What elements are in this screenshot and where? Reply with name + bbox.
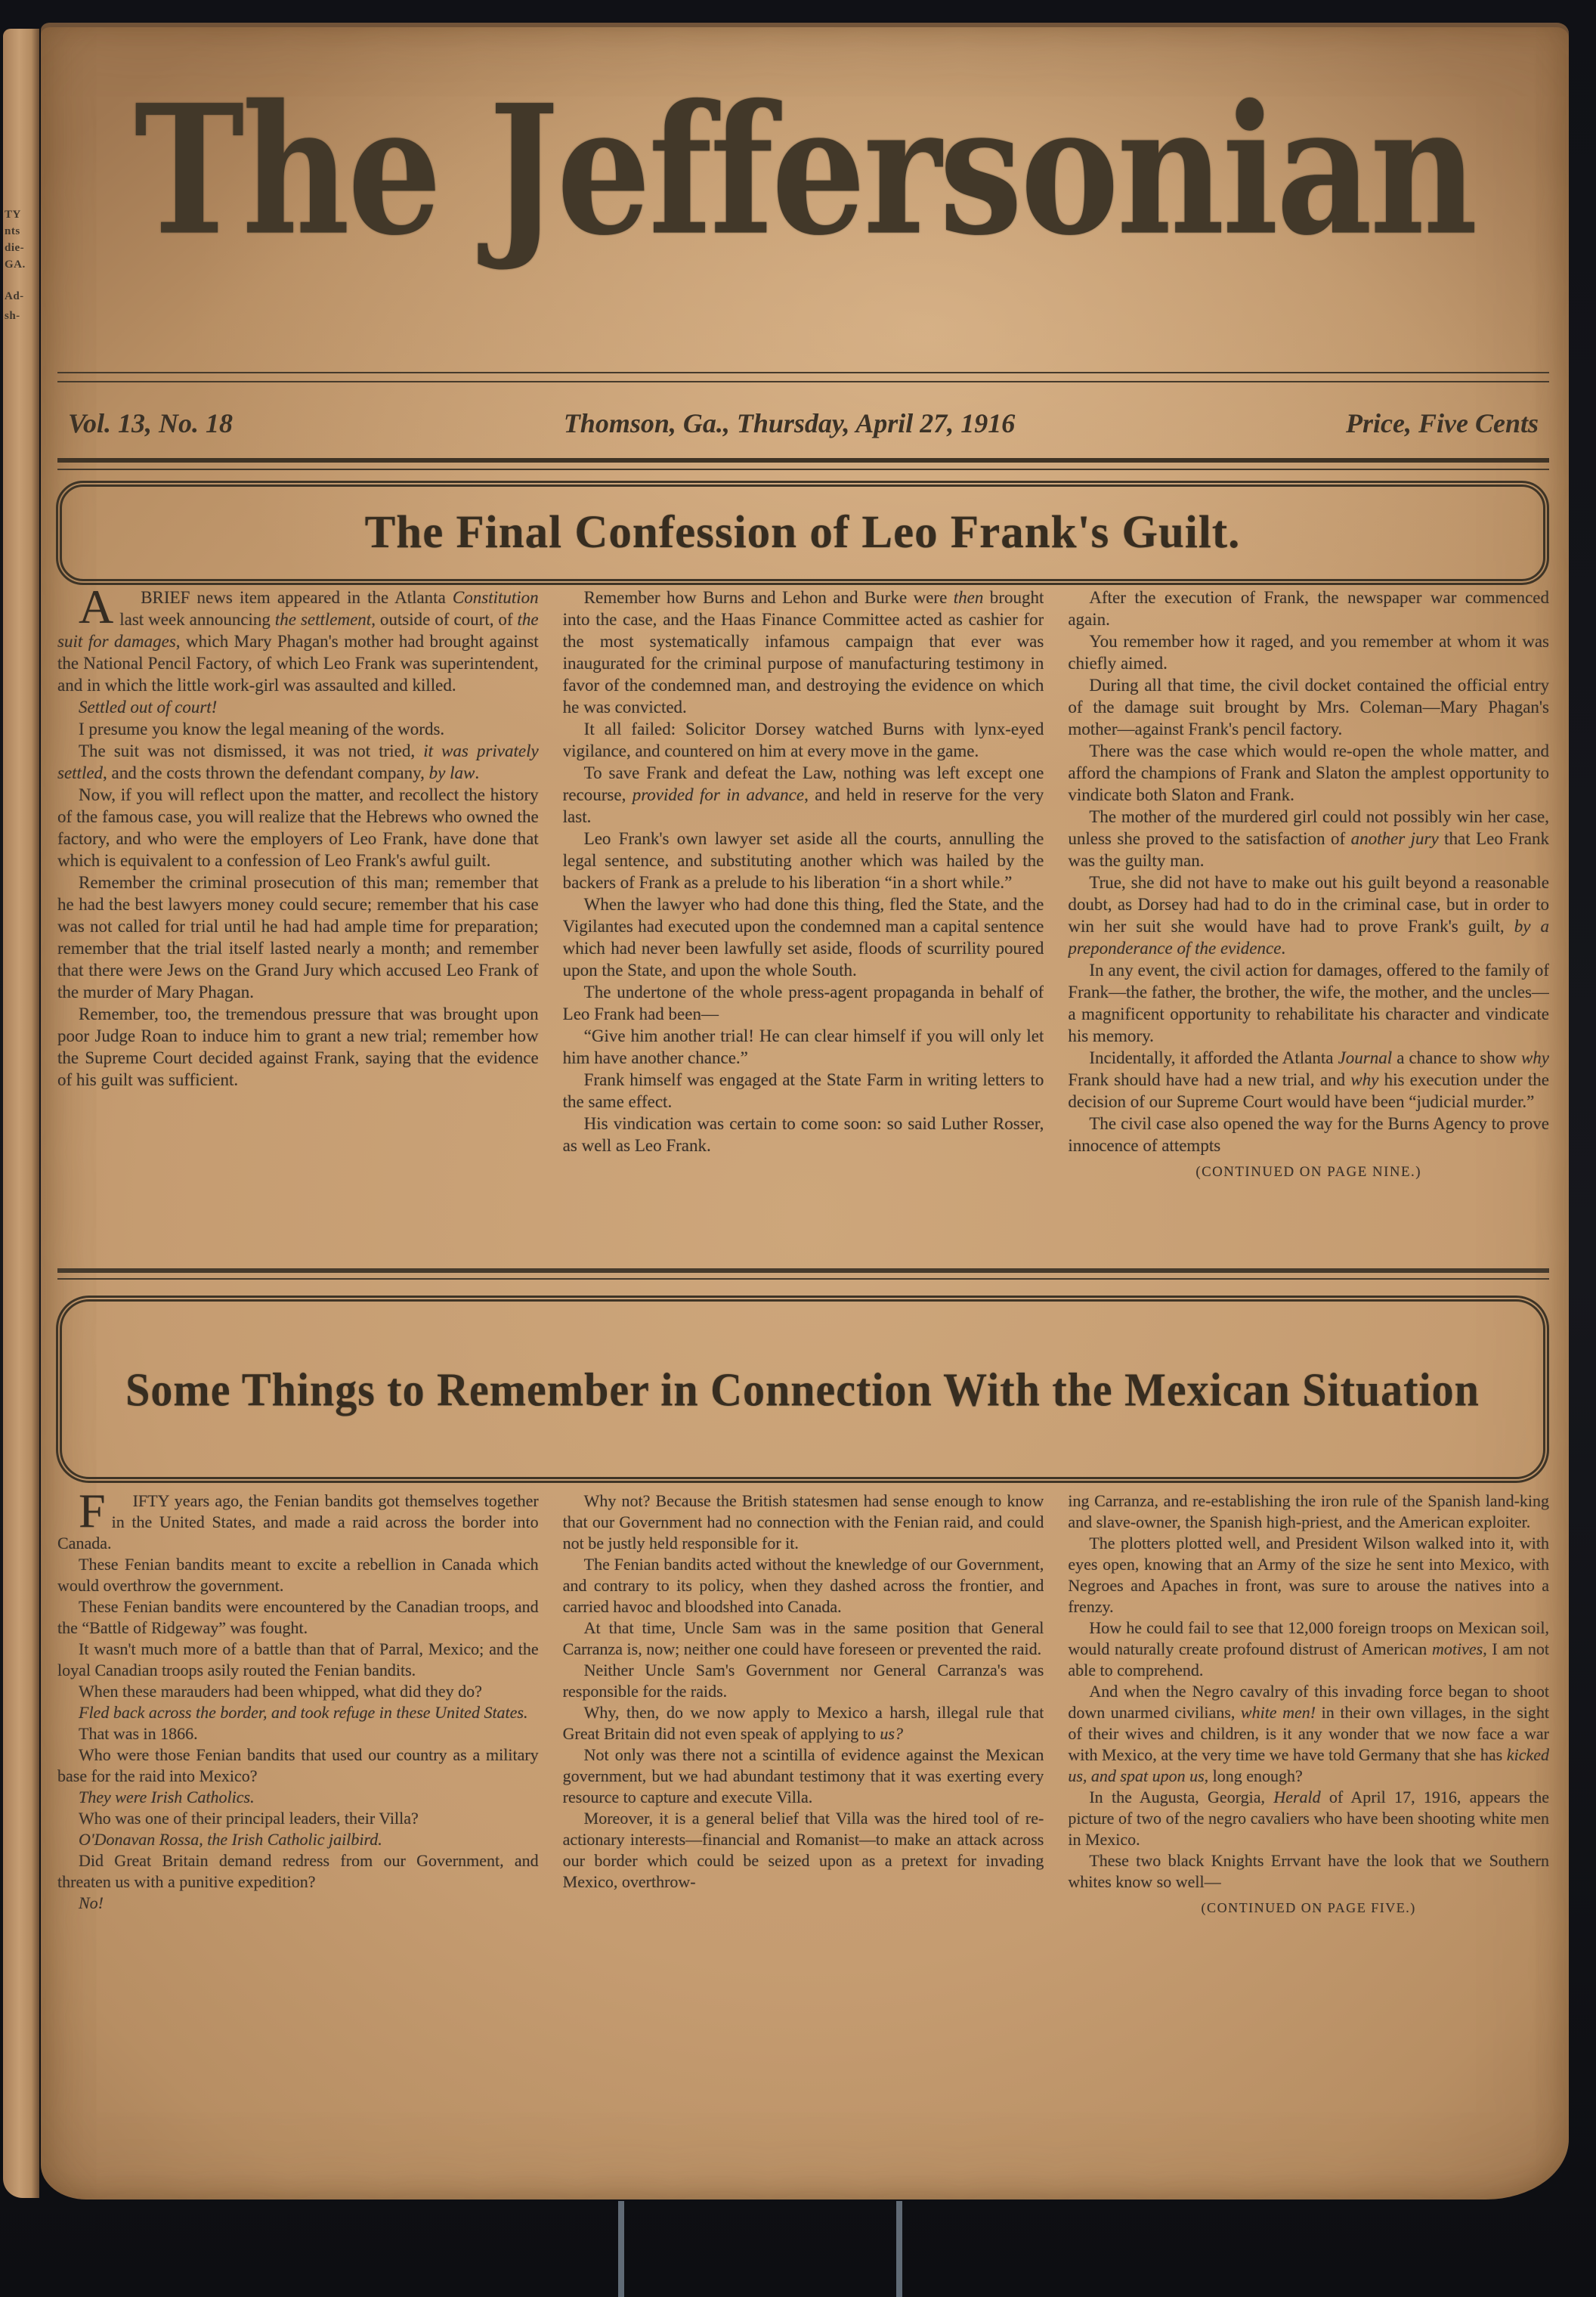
paragraph — [1068, 1491, 1549, 1533]
body-text: Incidentally, it afforded the Atlanta — [1089, 1048, 1338, 1067]
body-text: that Leo Frank was the guilty man. — [1068, 829, 1549, 870]
body-text: Remember the criminal prosecution of this man; remember that he had the best lawyers money could secure; remember that his case was not called for trial until he had had ample time for preparation; remember that the trial itself lasted nearly a month; and remember that there were Jews on the Grand Jury which accused Leo Frank of the murder of Mary Phagan. — [57, 873, 539, 1001]
paragraph — [1068, 806, 1549, 871]
article-column — [57, 1491, 539, 2175]
emphasized-text: the suit for damages — [57, 610, 539, 651]
body-text: Did Great Britain demand redress from our Government, and threaten us with a punitive expedition? — [57, 1851, 539, 1891]
body-text: BRIEF news item appeared in the Atlanta — [141, 588, 453, 607]
body-text: in their own villages, in the sight of their wives and children, is it any wonder that we now face a war with Mexico, at the very time we have told Germany that she has — [1068, 1703, 1549, 1764]
article-column — [563, 587, 1044, 1261]
article-2-headline-box — [56, 1296, 1549, 1483]
paragraph — [1068, 871, 1549, 959]
divider-rule — [57, 1278, 1549, 1280]
body-text: The plotters plotted well, and President Wilson walked into it, with eyes open, knowing that an Army of the size he sent into Mexico, with Negroes and Apaches in front, was sure to arouse the natives into a frenzy. — [1068, 1534, 1549, 1616]
article-column — [1068, 587, 1549, 1261]
article-1-body — [57, 587, 1549, 1261]
body-text: Frank should have had a new trial, and — [1068, 1070, 1351, 1089]
body-text: At that time, Uncle Sam was in the same position that General Carranza is, now; neither one could have foreseen or prevented the raid. — [562, 1618, 1044, 1658]
paragraph — [57, 1723, 539, 1744]
paragraph — [563, 718, 1044, 762]
emphasized-text: by a preponderance of the evidence — [1068, 917, 1549, 958]
body-text: The undertone of the whole press-agent propaganda in behalf of Leo Frank had been— — [562, 983, 1044, 1023]
emphasized-text: why — [1350, 1070, 1379, 1089]
paragraph — [57, 1681, 539, 1702]
paragraph — [57, 718, 539, 740]
body-text: Neither Uncle Sam's Government nor General Carranza's was responsible for the raids. — [562, 1661, 1044, 1701]
body-text: You remember how it raged, and you remember at whom it was chiefly aimed. — [1068, 632, 1549, 673]
paragraph — [563, 762, 1044, 828]
body-text: The civil case also opened the way for the Burns Agency to prove innocence of attempts — [1068, 1114, 1549, 1155]
emphasized-text: us? — [880, 1724, 903, 1743]
emphasized-text: provided for in advance — [632, 785, 805, 804]
paragraph — [563, 893, 1044, 981]
emphasized-text: They were Irish Catholics. — [79, 1788, 255, 1806]
body-text: Not only was there not a scintilla of evidence against the Mexican government, but we had abundant testimony that it was exerting every resource to capture and execute Villa. — [562, 1745, 1044, 1806]
emphasized-text: the settlement — [274, 610, 372, 629]
continued-note — [1068, 1161, 1549, 1183]
body-text: The mother of the murdered girl could not possibly win her case, unless she proved to the satisfaction of — [1068, 807, 1549, 848]
body-text: These Fenian bandits were encountered by the Canadian troops, and the “Battle of Ridgeway” was fought. — [57, 1597, 539, 1637]
body-text: (CONTINUED ON PAGE NINE.) — [1195, 1164, 1422, 1180]
adjacent-page-text-fragment: Ad- — [5, 290, 24, 302]
paragraph — [1068, 740, 1549, 806]
paragraph — [57, 740, 539, 784]
emphasized-text: Journal — [1338, 1048, 1393, 1067]
paragraph — [1068, 630, 1549, 674]
paragraph — [57, 1702, 539, 1723]
article-2-body — [57, 1491, 1549, 2175]
paragraph — [563, 1554, 1044, 1617]
body-text: During all that time, the civil docket contained the official entry of the damage suit brought by Mrs. Coleman—Mary Phagan's mother—against Frank's pencil factory. — [1068, 676, 1549, 738]
body-text: These two black Knights Errvant have the look that we Southern whites know so well— — [1068, 1851, 1549, 1891]
adjacent-page-text-fragment: TY — [5, 209, 21, 221]
body-text: When these marauders had been whipped, what did they do? — [79, 1682, 482, 1701]
body-text: Why not? Because the British statesmen had sense enough to know that our Government had no connection with the Fenian raid, and could not be justly held responsible for it. — [562, 1491, 1044, 1552]
article-column — [57, 587, 539, 1261]
paragraph — [1068, 1617, 1549, 1681]
surface-slot — [896, 2201, 902, 2297]
paragraph — [57, 1554, 539, 1596]
article-2-headline: Some Things to Remember in Connection With the Mexican Situation — [125, 1362, 1480, 1416]
paragraph — [1068, 1113, 1549, 1156]
emphasized-text: Constitution — [452, 588, 539, 607]
body-text: There was the case which would re-open the whole matter, and afford the champions of Frank and Slaton the amplest opportunity to vindicate both Slaton and Frank. — [1068, 741, 1549, 804]
body-text: How he could fail to see that 12,000 foreign troops on Mexican soil, would naturally create profound distrust of American — [1068, 1618, 1549, 1658]
paragraph — [563, 981, 1044, 1025]
body-text: It wasn't much more of a battle than that of Parral, Mexico; and the loyal Canadian troops asily routed the Fenian bandits. — [57, 1639, 539, 1679]
divider-rule — [57, 469, 1549, 470]
body-text: Remember, too, the tremendous pressure that was brought upon poor Judge Roan to induce him to grant a new trial; remember how the Supreme Court decided against Frank, saying that the evidence of his guilt was sufficient. — [57, 1005, 539, 1089]
paragraph — [563, 1744, 1044, 1808]
body-text: To save Frank and defeat the Law, nothing was left except one recourse, — [562, 763, 1044, 804]
body-text: (CONTINUED ON PAGE FIVE.) — [1201, 1900, 1416, 1915]
body-text: These Fenian bandits meant to excite a rebellion in Canada which would overthrow the government. — [57, 1555, 539, 1595]
paragraph — [57, 1808, 539, 1829]
paragraph — [57, 1893, 539, 1914]
newspaper-page — [41, 23, 1569, 2199]
divider-rule — [57, 381, 1549, 382]
masthead-title: The Jeffersonian — [134, 67, 1476, 275]
emphasized-text: by law — [428, 763, 475, 782]
body-text: ing Carranza, and re-establishing the iron rule of the Spanish land-king and slave-owner, the Spanish high-priest, and the American exploiter. — [1068, 1491, 1549, 1531]
adjacent-page-text-fragment: die- — [5, 242, 25, 254]
divider-rule — [57, 458, 1549, 463]
paragraph — [57, 587, 539, 696]
body-text: In the Augusta, Georgia, — [1089, 1788, 1274, 1806]
body-text: And when the Negro cavalry of this invading force began to shoot down unarmed civilians, — [1068, 1682, 1549, 1722]
body-text: . — [1281, 939, 1286, 958]
body-text: , outside of court, of — [371, 610, 518, 629]
body-text: , long enough? — [1204, 1766, 1303, 1785]
paragraph — [57, 696, 539, 718]
article-1-headline-box — [56, 481, 1549, 585]
paragraph — [57, 871, 539, 1003]
body-text: , and the costs thrown the defendant company, — [103, 763, 429, 782]
body-text: his execution under the decision of our Supreme Court would have been “judicial murder.” — [1068, 1070, 1549, 1111]
body-text: last week announcing — [119, 610, 275, 629]
body-text: . — [475, 763, 480, 782]
volume-number: Vol. 13, No. 18 — [68, 408, 234, 438]
body-text: It all failed: Solicitor Dorsey watched Burns with lynx-eyed vigilance, and countered on him at every move in the game. — [562, 720, 1044, 760]
paragraph — [563, 1808, 1044, 1893]
body-text: His vindication was certain to come soon: so said Luther Rosser, as well as Leo Frank. — [562, 1114, 1044, 1155]
paragraph — [563, 1113, 1044, 1156]
body-text: , I am not able to comprehend. — [1068, 1639, 1549, 1679]
body-text: “Give him another trial! He can clear himself if you will only let him have another chance.” — [562, 1026, 1044, 1067]
body-text: Remember how Burns and Lehon and Burke were — [583, 588, 954, 607]
emphasized-text: Fled back across the border, and took refuge in these United States. — [79, 1703, 528, 1722]
divider-rule — [57, 1268, 1549, 1273]
adjacent-page-text-fragment: nts — [5, 225, 20, 237]
adjacent-page-text-fragment: sh- — [5, 310, 20, 322]
body-text: In any event, the civil action for damages, offered to the family of Frank—the father, the brother, the wife, the mother, and the uncles—a magnificent opportunity to rehabilitate his character and vindicate his memory. — [1068, 961, 1549, 1045]
paragraph — [563, 1025, 1044, 1069]
body-text: The Fenian bandits acted without the knewledge of our Government, and contrary to its policy, when they dashed across the frontier, and carried havoc and bloodshed into Canada. — [562, 1555, 1044, 1616]
body-text: Frank himself was engaged at the State Farm in writing letters to the same effect. — [562, 1070, 1044, 1111]
emphasized-text: another jury — [1350, 829, 1439, 848]
paragraph — [57, 1491, 539, 1554]
paragraph — [57, 1003, 539, 1091]
paragraph — [1068, 1047, 1549, 1113]
body-text: of April 17, 1916, appears the picture of two of the negro cavaliers who have been shooting white men in Mexico. — [1068, 1788, 1549, 1849]
paragraph — [1068, 674, 1549, 740]
article-column — [563, 1491, 1044, 2175]
emphasized-text: Settled out of court! — [79, 698, 218, 717]
paragraph — [563, 1491, 1044, 1554]
paragraph — [563, 1069, 1044, 1113]
article-1-headline: The Final Confession of Leo Frank's Guilt. — [364, 507, 1241, 558]
adjacent-page-text-fragment: GA. — [5, 258, 26, 271]
emphasized-text: kicked us, and spat upon us — [1068, 1745, 1549, 1785]
paragraph — [1068, 1681, 1549, 1787]
body-text: Who was one of their principal leaders, their Villa? — [79, 1809, 419, 1828]
emphasized-text: O'Donavan Rossa, the Irish Catholic jailbird. — [79, 1830, 382, 1849]
emphasized-text: motives — [1431, 1639, 1483, 1658]
body-text: True, she did not have to make out his guilt beyond a reasonable doubt, as Dorsey had had to do in the criminal case, but in order to win her suit she would have had to prove Frank's guilt, — [1068, 873, 1549, 936]
emphasized-text: it was privately settled — [57, 741, 539, 782]
paragraph — [57, 1787, 539, 1808]
body-text: The suit was not dismissed, it was not tried, — [79, 741, 424, 760]
paragraph — [563, 1660, 1044, 1702]
paragraph — [57, 1744, 539, 1787]
emphasized-text: No! — [79, 1893, 104, 1912]
paragraph — [563, 1702, 1044, 1744]
paragraph — [563, 587, 1044, 718]
paragraph — [57, 1829, 539, 1850]
body-text: After the execution of Frank, the newspaper war commenced again. — [1068, 588, 1549, 629]
body-text: That was in 1866. — [79, 1724, 198, 1743]
body-text: Leo Frank's own lawyer set aside all the courts, annulling the legal sentence, and substituting another which was hailed by the backers of Frank as a prelude to his liberation “in a short while.” — [562, 829, 1044, 892]
body-text: Why, then, do we now apply to Mexico a harsh, illegal rule that Great Britain did not even speak of applying to — [562, 1703, 1044, 1743]
price-label: Price, Five Cents — [1346, 408, 1539, 438]
adjacent-page-edge — [3, 29, 39, 2198]
paragraph — [563, 828, 1044, 893]
surface-slot — [618, 2201, 624, 2297]
emphasized-text: Herald — [1273, 1788, 1321, 1806]
paragraph — [57, 784, 539, 871]
drop-cap: F — [79, 1491, 106, 1537]
divider-rule — [57, 372, 1549, 373]
paragraph — [57, 1850, 539, 1893]
publication-date: Thomson, Ga., Thursday, April 27, 1916 — [563, 408, 1016, 438]
body-text: brought into the case, and the Haas Finance Committee acted as cashier for the most systematically infamous campaign that ever was inaugurated for the criminal purpose of manufacturing testimony in favor of the condemned man, and destroying the evidence on which he was convicted. — [562, 588, 1044, 717]
paragraph — [1068, 1850, 1549, 1893]
drop-cap: A — [79, 587, 114, 633]
body-text: When the lawyer who had done this thing, fled the State, and the Vigilantes had executed upon the condemned man a capital sentence which had never been lawfully set aside, floods of scurrility poured upon the State, and upon the whole South. — [562, 895, 1044, 980]
body-text: , and held in reserve for the very last. — [562, 785, 1044, 826]
emphasized-text: why — [1520, 1048, 1549, 1067]
emphasized-text: white men! — [1240, 1703, 1316, 1722]
continued-note — [1068, 1897, 1549, 1918]
dateline — [68, 399, 1539, 447]
emphasized-text: then — [953, 588, 984, 607]
paragraph — [1068, 587, 1549, 630]
body-text: a chance to show — [1392, 1048, 1521, 1067]
paragraph — [1068, 1533, 1549, 1617]
paragraph — [57, 1596, 539, 1639]
paragraph — [1068, 959, 1549, 1047]
article-column — [1068, 1491, 1549, 2175]
body-text: Moreover, it is a general belief that Villa was the hired tool of re-actionary interests—financial and Romanist—to make an attack across our border which could be seized upon as a pretext for invading Mexico, overthrow- — [562, 1809, 1044, 1891]
paragraph — [563, 1617, 1044, 1660]
body-text: IFTY years ago, the Fenian bandits got themselves together in the United States, and made a raid across the border into Canada. — [57, 1491, 539, 1552]
body-text: Now, if you will reflect upon the matter, and recollect the history of the famous case, you will realize that the Hebrews who owned the factory, and who were the employers of Leo Frank, have done that which is equivalent to a confession of Leo Frank's awful guilt. — [57, 785, 539, 870]
body-text: Who were those Fenian bandits that used our country as a military base for the raid into Mexico? — [57, 1745, 539, 1785]
body-text: , which Mary Phagan's mother had brought against the National Pencil Factory, of which Leo Frank was superintendent, and in which the little work-girl was assaulted and killed. — [57, 632, 539, 695]
body-text: I presume you know the legal meaning of the words. — [79, 720, 445, 738]
paragraph — [57, 1639, 539, 1681]
paragraph — [1068, 1787, 1549, 1850]
